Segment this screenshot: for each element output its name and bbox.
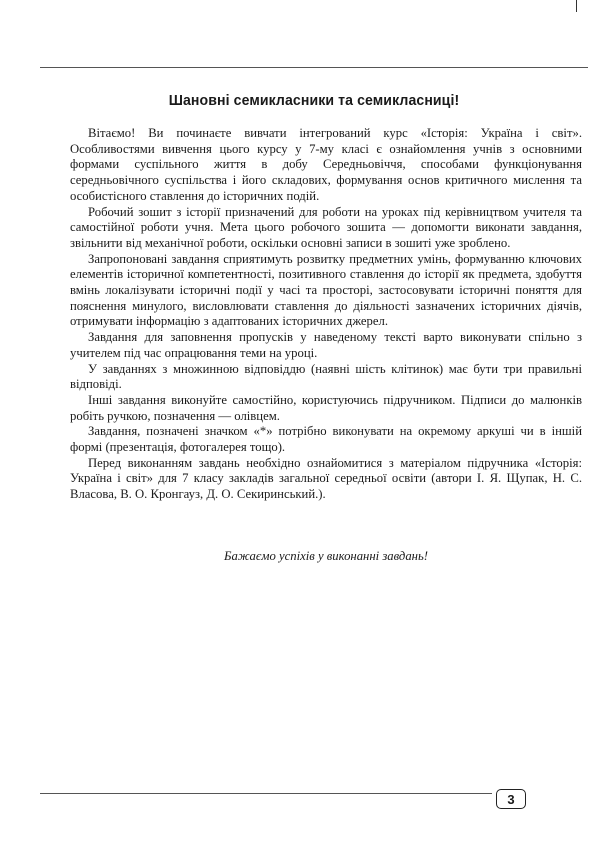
paragraph: Запропоновані завдання сприятимуть розвитку предметних умінь, формуванню ключових елементів історичної компетентності, позитивного ставлення до історії як предмета, здобуття вмінь локалізувати історичні події у часі та просторі, застосовувати історичні поняття для пояснення минулого, висловлювати ставлення до діяльності зазначених історичних діячів, отримувати інформацію з адаптованих історичних джерел. xyxy=(70,251,582,329)
paragraph: У завданнях з множинною відповіддю (наявні шість клітинок) має бути три правильні відповіді. xyxy=(70,361,582,392)
paragraph: Інші завдання виконуйте самостійно, користуючись підручником. Підписи до малюнків робіть ручкою, позначення — олівцем. xyxy=(70,392,582,423)
crop-mark xyxy=(576,0,577,12)
closing-wish: Бажаємо успіхів у виконанні завдань! xyxy=(224,549,428,563)
footer-rule xyxy=(40,793,492,794)
paragraph: Вітаємо! Ви починаєте вивчати інтегрований курс «Історія: Україна і світ». Особливостями вивчення цього курсу у 7-му класі є ознайомлення учнів з основними формами суспільного життя в добу Середньовіччя, способами функціонування середньовічного суспільства і його складових, формування основ критичного мислення та особистісного ставлення до історичних подій. xyxy=(70,126,582,203)
header-rule xyxy=(40,67,588,68)
page-number: 3 xyxy=(496,789,526,809)
paragraph: Завдання для заповнення пропусків у наведеному тексті варто виконувати спільно з учителем під час опрацювання теми на уроці. xyxy=(70,330,582,360)
paragraph: Перед виконанням завдань необхідно ознайомитися з матеріалом підручника «Історія: Україна і світ» для 7 класу закладів загальної середньої освіти (автори І. Я. Щупак, Н. С. Власова, В. О. Кронгауз, Д. О. Секиринський.). xyxy=(70,455,582,502)
intro-text xyxy=(70,126,582,503)
paragraph: Робочий зошит з історії призначений для роботи на уроках під керівництвом учителя та самостійної роботи учня. Мета цього робочого зошита — допомогти виконати завдання, звільнити від механічної роботи, оскільки основні записи в зошиті уже зроблено. xyxy=(70,204,582,250)
paragraph: Завдання, позначені значком «*» потрібно виконувати на окремому аркуші чи в іншій формі (презентація, фотогалерея тощо). xyxy=(70,424,582,455)
page-title: Шановні семикласники та семикласниці! xyxy=(168,92,460,109)
